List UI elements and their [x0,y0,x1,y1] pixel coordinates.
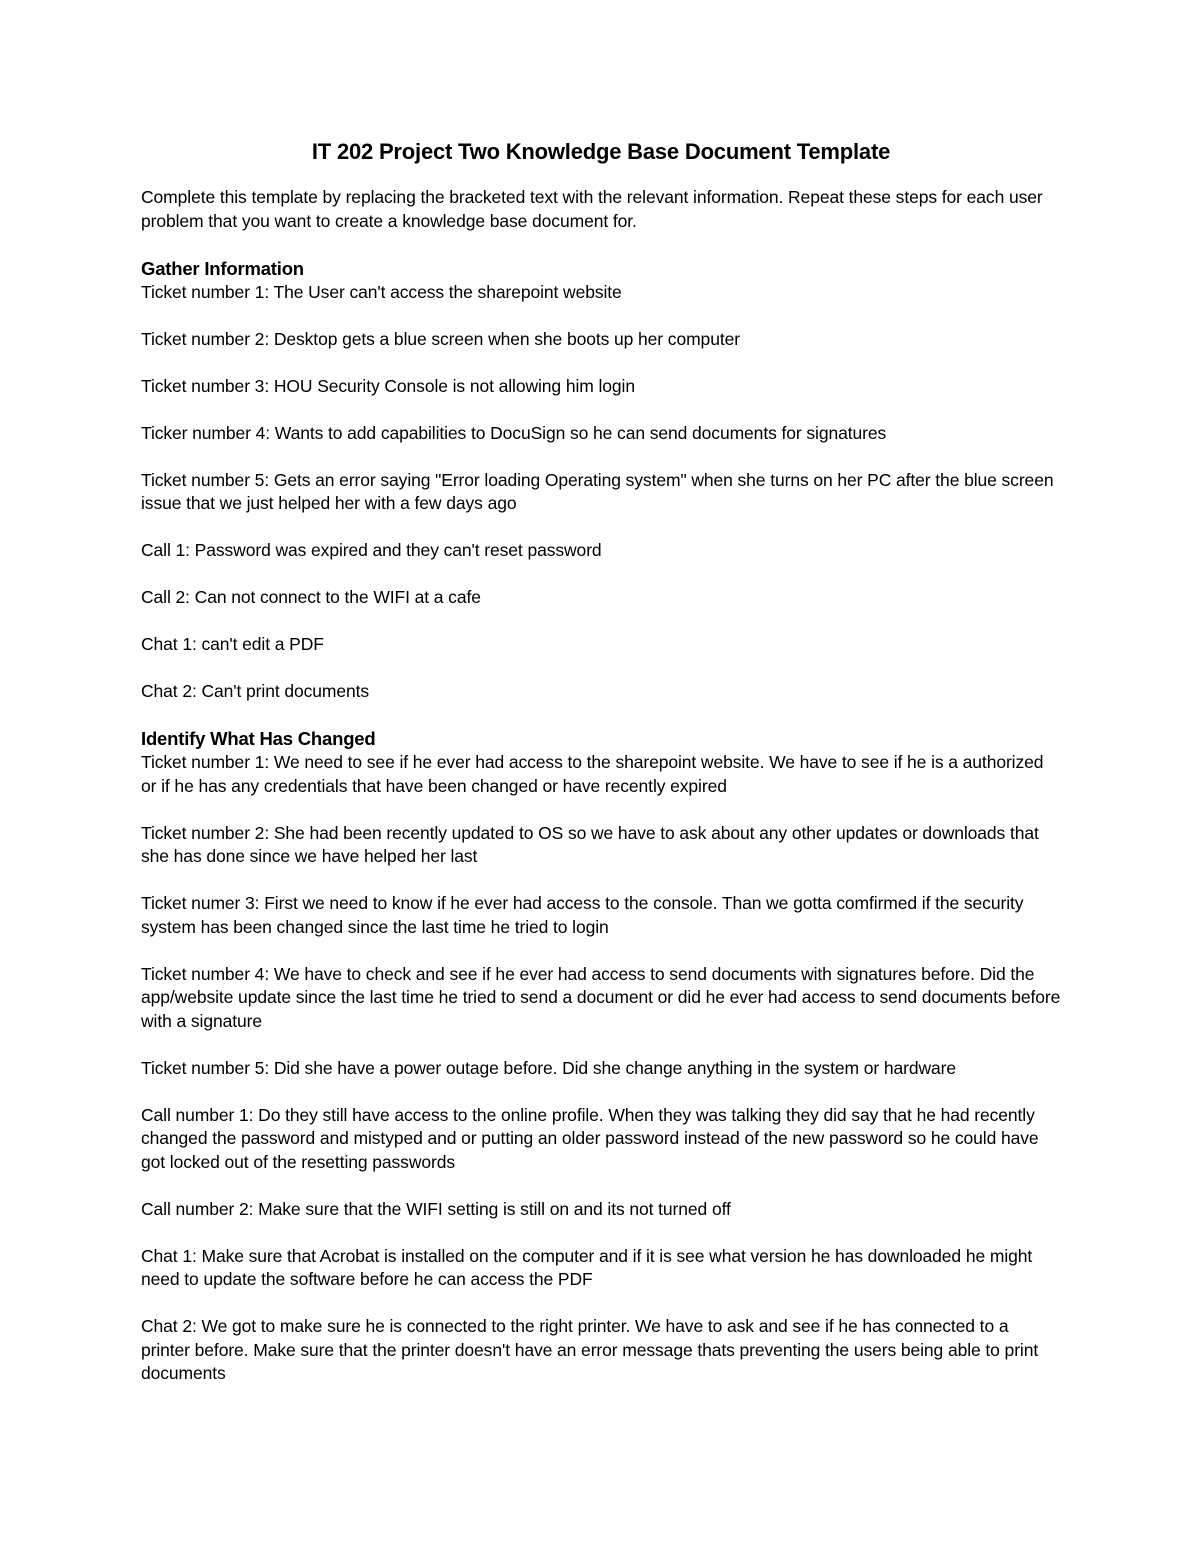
intro-paragraph: Complete this template by replacing the bracketed text with the relevant information. Repeat these steps for each user problem that you want to create a knowledge base document for. [141,187,1043,231]
section-identify-what-has-changed [141,727,1061,1386]
entry-paragraph: Ticket number 5: Gets an error saying "Error loading Operating system" when she turns on her PC after the blue screen issue that we just helped her with a few days ago [141,469,1054,513]
entry-paragraph: Ticket number 5: Did she have a power outage before. Did she change anything in the system or hardware [141,1057,957,1078]
entry-paragraph: Call number 2: Make sure that the WIFI setting is still on and its not turned off [141,1198,731,1219]
entry-paragraph: Call 2: Can not connect to the WIFI at a cafe [141,587,481,607]
entry-paragraph: Ticket number 1: We need to see if he ever had access to the sharepoint website. We have to see if he is a authorized or if he has any credentials that have been changed or have recently expired [141,752,1044,796]
section-gather-information [141,257,1061,704]
entry-paragraph: Chat 1: can't edit a PDF [141,634,324,654]
entry-paragraph: Ticket numer 3: First we need to know if he ever had access to the console. Than we gotta comfirmed if the security system has been changed since the last time he tried to login [141,893,1024,937]
document-title: IT 202 Project Two Knowledge Base Document Template [311,139,891,164]
entry-paragraph: Chat 1: Make sure that Acrobat is installed on the computer and if it is see what version he has downloaded he might need to update the software before he can access the PDF [141,1245,1033,1289]
entry-paragraph: Call 1: Password was expired and they can't reset password [141,540,602,560]
entry-paragraph: Ticket number 2: She had been recently updated to OS so we have to ask about any other updates or downloads that she has done since we have helped her last [141,822,1039,866]
document-content [141,138,1061,1409]
entry-paragraph: Ticket number 2: Desktop gets a blue screen when she boots up her computer [141,328,740,349]
entry-paragraph: Ticket number 4: We have to check and see if he ever had access to send documents with signatures before. Did the app/website update since the last time he tried to send a document or did he ever had access to send documents before with a signature [141,963,1061,1031]
entry-paragraph: Ticket number 1: The User can't access the sharepoint website [141,281,622,302]
entry-paragraph: Chat 2: We got to make sure he is connected to the right printer. We have to ask and see if he has connected to a printer before. Make sure that the printer doesn't have an error message thats preventing the users being able to print documents [141,1316,1039,1383]
entry-paragraph: Chat 2: Can't print documents [141,681,370,701]
section-heading: Identify What Has Changed [141,728,376,749]
section-heading: Gather Information [141,257,304,279]
entry-paragraph: Ticket number 3: HOU Security Console is not allowing him login [141,375,635,396]
entry-paragraph: Call number 1: Do they still have access to the online profile. When they was talking they did say that he had recently changed the password and mistyped and or putting an older password instead of the new password so he could have got locked out of the resetting passwords [141,1104,1039,1172]
entry-paragraph: Ticker number 4: Wants to add capabilities to DocuSign so he can send documents for signatures [141,422,887,443]
